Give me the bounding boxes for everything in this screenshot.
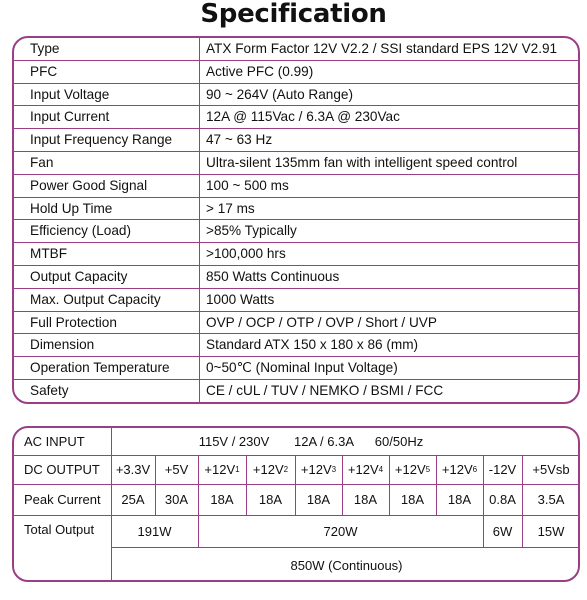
spec-value: 90 ~ 264V (Auto Range) [206,86,353,102]
spec-row [14,152,578,175]
total-output-low-rails: 191W [137,523,172,539]
spec-label: Max. Output Capacity [30,291,161,307]
total-output-neg12v: 6W [492,523,513,539]
dc-rail-label [389,455,436,484]
spec-label: Operation Temperature [30,360,170,376]
spec-row [14,106,578,129]
dc-rail-label [155,455,198,484]
ac-input-voltage: 115V / 230V [198,434,270,449]
spec-label: Fan [30,155,54,170]
rail-name: -12V [488,462,517,477]
spec-row [14,220,578,243]
peak-current-value: 18A [353,492,378,507]
spec-row [14,38,578,61]
spec-label: Input Voltage [30,86,110,102]
spec-value: >85% Typically [206,223,297,239]
spec-row [14,266,578,289]
spec-row [14,289,578,312]
total-continuous: 850W (Continuous) [290,558,403,573]
peak-current-value: 30A [164,492,189,507]
spec-row [14,61,578,84]
rail-index: 1 [235,465,240,474]
spec-row [14,334,578,357]
spec-label: Efficiency (Load) [30,223,131,239]
spec-value: 12A @ 115Vac / 6.3A @ 230Vac [206,109,400,125]
rail-name: +12V [252,462,284,477]
spec-row [14,175,578,198]
spec-label: Input Frequency Range [30,132,173,148]
spec-label: Full Protection [30,314,117,330]
spec-value: 0~50℃ (Nominal Input Voltage) [206,360,398,376]
spec-label: Type [30,41,60,56]
peak-current-value: 0.8A [489,492,516,507]
spec-value: ATX Form Factor 12V V2.2 / SSI standard EPS 12V V2.91 [206,41,558,56]
peak-current-value: 18A [447,492,472,507]
rail-name: +12V [300,462,332,477]
page-title: Specification [200,0,387,29]
dc-output-label: DC OUTPUT [24,462,100,477]
spec-value: >100,000 hrs [206,246,286,262]
peak-current-value: 18A [400,492,425,507]
rail-name: +12V [204,462,236,477]
total-output-label: Total Output [24,522,95,537]
spec-value: Ultra-silent 135mm fan with intelligent speed control [206,155,518,170]
specification-table [12,36,580,404]
rail-index: 6 [472,465,478,474]
dc-rail-label [342,455,389,484]
spec-row [14,243,578,266]
spec-row [14,198,578,221]
spec-label: Input Current [30,109,110,125]
total-output-standby: 15W [537,523,565,539]
spec-value: OVP / OCP / OTP / OVP / Short / UVP [206,314,437,330]
dc-rail-label [198,455,246,484]
spec-value: > 17 ms [206,200,255,216]
dc-rail-label [483,455,522,484]
spec-label: Safety [30,383,69,398]
ac-input-current: 12A / 6.3A [294,434,354,449]
spec-row [14,129,578,152]
rail-name: +5V [164,462,189,477]
spec-value: 850 Watts Continuous [206,269,340,284]
peak-current-value: 25A [121,492,145,507]
peak-current-value: 18A [306,492,331,507]
peak-current-value: 18A [258,492,283,507]
rail-name: +12V [441,462,473,477]
spec-row [14,84,578,107]
peak-current-label: Peak Current [24,492,101,507]
spec-row [14,312,578,335]
rail-name: +3.3V [115,462,151,477]
spec-label: Output Capacity [30,269,128,284]
total-output-12v: 720W [323,523,358,539]
output-table [12,426,580,582]
spec-label: MTBF [30,246,67,262]
spec-label: Hold Up Time [30,200,113,216]
spec-value: 1000 Watts [206,291,275,307]
dc-rail-label [436,455,483,484]
ac-input-label: AC INPUT [24,434,85,449]
rail-index: 2 [283,465,289,474]
spec-value: CE / cUL / TUV / NEMKO / BSMI / FCC [206,383,444,398]
dc-rail-label [246,455,295,484]
dc-rail-label [111,455,155,484]
spec-row [14,357,578,380]
spec-value: Active PFC (0.99) [206,63,314,79]
rail-name: +12V [394,462,426,477]
spec-value: Standard ATX 150 x 180 x 86 (mm) [206,337,419,353]
ac-input-frequency: 60/50Hz [374,434,424,449]
spec-value: 47 ~ 63 Hz [206,132,273,148]
spec-label: Power Good Signal [30,177,148,193]
rail-index: 3 [331,465,337,474]
rail-index: 5 [425,465,431,474]
peak-current-value: 18A [210,492,234,507]
spec-value: 100 ~ 500 ms [206,177,289,193]
dc-rail-label [522,455,580,484]
dc-rail-label [295,455,342,484]
peak-current-value: 3.5A [537,492,565,507]
spec-label: PFC [30,63,58,79]
rail-name: +5Vsb [532,462,570,477]
rail-index: 4 [378,465,384,474]
rail-name: +12V [347,462,379,477]
spec-label: Dimension [30,337,95,353]
spec-row [14,380,578,403]
